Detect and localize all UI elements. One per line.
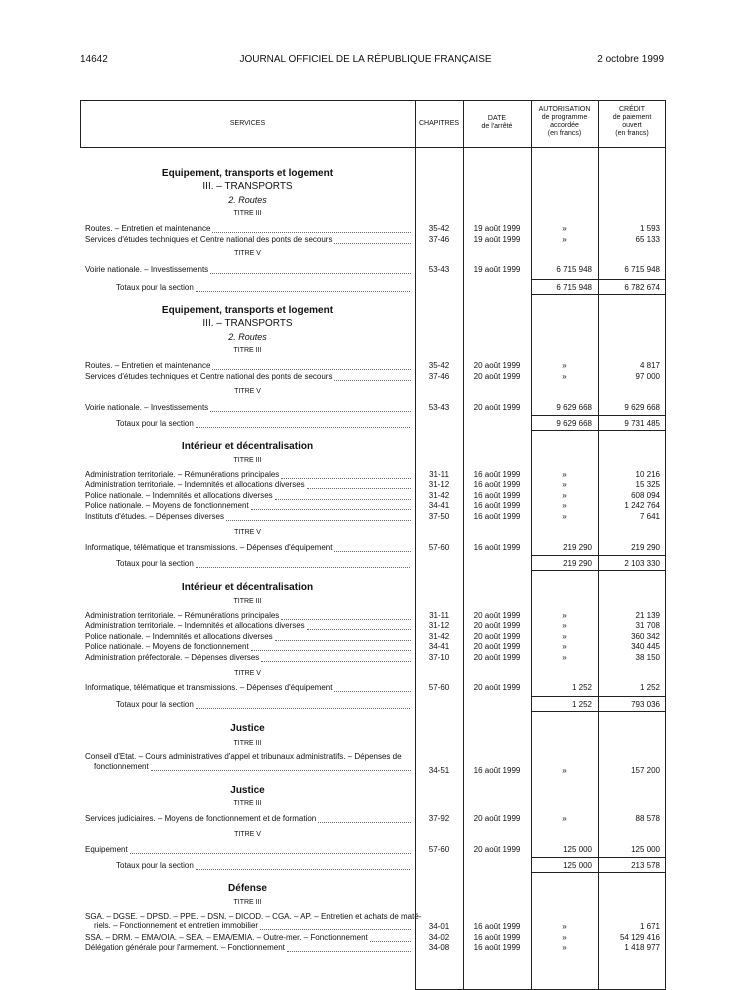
row-label: SGA. – DGSE. – DPSD. – PPE. – DSN. – DICOD. – CGA. – AP. – Entretien et achats de maté- [85, 912, 422, 921]
totals-bottom-rule [531, 294, 666, 295]
row-chapitre: 31-11 [429, 470, 449, 479]
row-label: Administration territoriale. – Indemnités et allocations diverses [85, 621, 305, 630]
leader-dots [196, 708, 410, 709]
leader-dots [212, 369, 411, 370]
row-label: Administration territoriale. – Rémunérations principales [85, 470, 280, 479]
row-label: Routes. – Entretien et maintenance [85, 224, 211, 233]
totals-label: Totaux pour la section [116, 559, 194, 568]
totals-label: Totaux pour la section [116, 861, 194, 870]
row-chapitre: 31-42 [428, 491, 450, 500]
row-autorisation: » [562, 922, 567, 931]
row-chapitre: 37-10 [428, 653, 450, 662]
column-header-credit: ouvert [622, 122, 642, 129]
section-title: Equipement, transports et logement [161, 168, 334, 179]
section-title: Equipement, transports et logement [161, 305, 334, 316]
row-chapitre: 37-46 [428, 372, 450, 381]
titre-heading: TITRE III [233, 598, 262, 605]
totals-label: Totaux pour la section [116, 283, 194, 292]
issue-date: 2 octobre 1999 [597, 54, 664, 65]
row-chapitre: 34-41 [428, 642, 450, 651]
row-autorisation: » [562, 501, 567, 510]
row-autorisation: » [562, 372, 567, 381]
titre-heading: TITRE V [234, 250, 261, 257]
row-chapitre: 35-42 [428, 361, 450, 370]
row-label: Voirie nationale. – Investissements [85, 265, 209, 274]
section-title: Intérieur et décentralisation [181, 441, 314, 452]
titre-heading: TITRE III [233, 899, 262, 906]
titre-heading: TITRE III [233, 800, 262, 807]
row-autorisation: » [562, 224, 567, 233]
row-credit: 54 129 416 [619, 933, 660, 942]
leader-dots [196, 427, 410, 428]
row-autorisation: » [562, 611, 567, 620]
row-credit: 360 342 [631, 632, 660, 641]
leader-dots [196, 291, 410, 292]
row-label: Services d'études techniques et Centre national des ponts de secours [85, 372, 333, 381]
header-bottom-rule [80, 147, 666, 148]
journal-title: JOURNAL OFFICIEL DE LA RÉPUBLIQUE FRANÇAISE [239, 54, 492, 65]
row-autorisation: » [562, 933, 567, 942]
row-credit: 21 139 [635, 611, 660, 620]
row-credit: 9 629 668 [624, 403, 660, 412]
row-date: 20 août 1999 [473, 632, 521, 641]
totals-top-rule [531, 279, 666, 280]
titre-heading: TITRE III [233, 740, 262, 747]
row-chapitre: 34-51 [428, 766, 450, 775]
leader-dots [275, 499, 411, 500]
leader-dots [210, 411, 411, 412]
row-credit: 97 000 [635, 372, 660, 381]
row-date: 20 août 1999 [473, 653, 521, 662]
row-label: Police nationale. – Indemnités et allocations diverses [85, 491, 273, 500]
leader-dots [307, 629, 411, 630]
titre-heading: TITRE V [234, 529, 261, 536]
row-label: Conseil d'Etat. – Cours administratives d'appel et tribunaux administratifs. – Dépenses de [85, 752, 402, 761]
row-autorisation: » [562, 470, 567, 479]
row-label: Voirie nationale. – Investissements [85, 403, 209, 412]
leader-dots [275, 640, 411, 641]
section-title: Justice [230, 723, 265, 734]
column-header-credit: de paiement [612, 114, 652, 121]
row-credit: 38 150 [635, 653, 660, 662]
row-label: Administration préfectorale. – Dépenses diverses [85, 653, 260, 662]
row-credit: 340 445 [631, 642, 660, 651]
row-credit: 1 418 977 [624, 943, 660, 952]
row-date: 16 août 1999 [473, 501, 521, 510]
row-chapitre: 35-42 [428, 224, 450, 233]
row-credit: 1 242 764 [624, 501, 660, 510]
row-chapitre: 37-92 [428, 814, 450, 823]
leader-dots [196, 869, 410, 870]
row-autorisation: » [562, 943, 567, 952]
titre-heading: TITRE III [233, 457, 262, 464]
row-chapitre: 34-08 [428, 943, 450, 952]
row-label: Police nationale. – Moyens de fonctionnement [85, 642, 249, 651]
row-autorisation: » [562, 632, 567, 641]
row-chapitre: 31-42 [428, 632, 450, 641]
totals-autorisation: 125 000 [563, 861, 592, 870]
row-chapitre: 31-12 [428, 621, 450, 630]
section-title: Intérieur et décentralisation [181, 582, 314, 593]
row-label-continued: riels. – Fonctionnement et entretien immobilier [94, 921, 259, 930]
row-date: 20 août 1999 [473, 403, 521, 412]
row-label: Services d'études techniques et Centre national des ponts de secours [85, 235, 333, 244]
row-date: 16 août 1999 [473, 480, 521, 489]
row-date: 16 août 1999 [473, 943, 521, 952]
row-autorisation: » [562, 361, 567, 370]
titre-heading: TITRE V [234, 831, 261, 838]
row-date: 16 août 1999 [473, 512, 521, 521]
row-chapitre: 53-43 [428, 403, 450, 412]
totals-top-rule [531, 555, 666, 556]
row-label: Délégation générale pour l'armement. – Fonctionnement [85, 943, 285, 952]
leader-dots [334, 691, 411, 692]
column-header-chapitres: CHAPITRES [418, 120, 460, 127]
row-date: 19 août 1999 [473, 224, 521, 233]
section-subtitle-2: 2. Routes [228, 332, 267, 342]
totals-autorisation: 1 252 [571, 700, 592, 709]
row-label: Police nationale. – Indemnités et allocations diverses [85, 632, 273, 641]
leader-dots [334, 243, 411, 244]
row-credit: 1 671 [639, 922, 660, 931]
leader-dots [370, 941, 411, 942]
totals-credit: 9 731 485 [624, 419, 660, 428]
column-header-autorisation: AUTORISATION [538, 106, 591, 113]
totals-top-rule [531, 857, 666, 858]
leader-dots [281, 619, 411, 620]
row-date: 16 août 1999 [473, 470, 521, 479]
row-autorisation: » [562, 653, 567, 662]
leader-dots [261, 661, 411, 662]
section-title: Défense [228, 883, 267, 894]
row-chapitre: 31-11 [429, 611, 449, 620]
table-top-border [80, 100, 666, 101]
column-header-services: SERVICES [229, 120, 266, 127]
leader-dots [281, 478, 411, 479]
leader-dots [260, 929, 411, 930]
titre-heading: TITRE V [234, 670, 261, 677]
row-autorisation: 6 715 948 [556, 265, 592, 274]
totals-autorisation: 6 715 948 [556, 283, 592, 292]
row-label: Administration territoriale. – Indemnités et allocations diverses [85, 480, 305, 489]
row-credit: 125 000 [631, 845, 660, 854]
row-label: Routes. – Entretien et maintenance [85, 361, 211, 370]
leader-dots [318, 822, 411, 823]
leader-dots [130, 853, 411, 854]
row-label: Informatique, télématique et transmissions. – Dépenses d'équipement [85, 543, 333, 552]
section-title: Justice [230, 785, 265, 796]
totals-credit: 213 578 [631, 861, 660, 870]
row-credit: 10 216 [635, 470, 660, 479]
column-header-credit: (en francs) [615, 130, 649, 137]
section-subtitle: III. – TRANSPORTS [202, 181, 293, 192]
row-label: Police nationale. – Moyens de fonctionnement [85, 501, 249, 510]
row-chapitre: 53-43 [428, 265, 450, 274]
row-date: 20 août 1999 [473, 361, 521, 370]
totals-autorisation: 9 629 668 [556, 419, 592, 428]
row-date: 20 août 1999 [473, 372, 521, 381]
row-credit: 1 593 [639, 224, 660, 233]
column-header-autorisation: de programme [541, 114, 588, 121]
section-subtitle: III. – TRANSPORTS [202, 318, 293, 329]
row-autorisation: » [562, 766, 567, 775]
credits-table [80, 100, 666, 990]
leader-dots [251, 509, 411, 510]
row-autorisation: 125 000 [563, 845, 592, 854]
row-date: 16 août 1999 [473, 543, 521, 552]
titre-heading: TITRE III [233, 347, 262, 354]
totals-top-rule [531, 696, 666, 697]
row-credit: 6 715 948 [624, 265, 660, 274]
row-autorisation: » [562, 491, 567, 500]
totals-bottom-rule [531, 711, 666, 712]
row-credit: 4 817 [639, 361, 660, 370]
row-date: 20 août 1999 [473, 621, 521, 630]
titre-heading: TITRE V [234, 388, 261, 395]
row-credit: 31 708 [635, 621, 660, 630]
row-date: 20 août 1999 [473, 611, 521, 620]
column-header-autorisation: accordée [550, 122, 579, 129]
leader-dots [151, 770, 411, 771]
row-credit: 88 578 [635, 814, 660, 823]
row-label-continued: fonctionnement [94, 762, 149, 771]
row-label: Informatique, télématique et transmissions. – Dépenses d'équipement [85, 683, 333, 692]
leader-dots [287, 951, 411, 952]
row-date: 19 août 1999 [473, 235, 521, 244]
row-label: Instituts d'études. – Dépenses diverses [85, 512, 224, 521]
row-chapitre: 34-01 [428, 922, 450, 931]
row-chapitre: 31-12 [428, 480, 450, 489]
totals-bottom-rule [531, 872, 666, 873]
leader-dots [196, 567, 410, 568]
leader-dots [334, 551, 411, 552]
row-chapitre: 34-41 [428, 501, 450, 510]
leader-dots [307, 488, 411, 489]
totals-bottom-rule [531, 570, 666, 571]
row-date: 16 août 1999 [473, 922, 521, 931]
row-credit: 65 133 [635, 235, 660, 244]
row-credit: 157 200 [631, 766, 660, 775]
row-credit: 219 290 [631, 543, 660, 552]
row-chapitre: 57-60 [428, 543, 450, 552]
totals-credit: 2 103 330 [624, 559, 660, 568]
page-number: 14642 [80, 54, 108, 65]
leader-dots [334, 380, 411, 381]
row-date: 16 août 1999 [473, 766, 521, 775]
column-header-credit: CRÉDIT [618, 106, 646, 113]
row-credit: 1 252 [639, 683, 660, 692]
row-label: Equipement [85, 845, 128, 854]
row-date: 19 août 1999 [473, 265, 521, 274]
titre-heading: TITRE III [233, 210, 262, 217]
row-date: 20 août 1999 [473, 683, 521, 692]
row-autorisation: 219 290 [563, 543, 592, 552]
row-autorisation: » [562, 512, 567, 521]
leader-dots [251, 650, 411, 651]
row-chapitre: 37-46 [428, 235, 450, 244]
row-date: 16 août 1999 [473, 933, 521, 942]
row-label: Administration territoriale. – Rémunérations principales [85, 611, 280, 620]
section-subtitle-2: 2. Routes [228, 195, 267, 205]
column-header-autorisation: (en francs) [547, 130, 582, 137]
row-chapitre: 57-60 [428, 683, 450, 692]
row-autorisation: » [562, 235, 567, 244]
totals-credit: 6 782 674 [624, 283, 660, 292]
row-credit: 7 641 [639, 512, 660, 521]
totals-credit: 793 036 [631, 700, 660, 709]
leader-dots [226, 520, 411, 521]
row-autorisation: 1 252 [571, 683, 592, 692]
leader-dots [210, 273, 411, 274]
row-chapitre: 57-60 [428, 845, 450, 854]
row-label: SSA. – DRM. – EMA/OIA. – SEA. – EMA/EMIA. – Outre-mer. – Fonctionnement [85, 933, 368, 942]
row-autorisation: » [562, 480, 567, 489]
row-autorisation: » [562, 621, 567, 630]
totals-autorisation: 219 290 [563, 559, 592, 568]
totals-top-rule [531, 415, 666, 416]
leader-dots [212, 232, 411, 233]
totals-label: Totaux pour la section [116, 419, 194, 428]
column-header-date-sub: de l'arrêté [481, 123, 513, 130]
row-autorisation: » [562, 642, 567, 651]
row-autorisation: » [562, 814, 567, 823]
totals-bottom-rule [531, 430, 666, 431]
row-date: 16 août 1999 [473, 491, 521, 500]
row-date: 20 août 1999 [473, 642, 521, 651]
row-chapitre: 34-02 [428, 933, 450, 942]
row-date: 20 août 1999 [473, 814, 521, 823]
row-date: 20 août 1999 [473, 845, 521, 854]
row-credit: 608 094 [631, 491, 660, 500]
totals-label: Totaux pour la section [116, 700, 194, 709]
row-credit: 15 325 [635, 480, 660, 489]
row-label: Services judiciaires. – Moyens de fonctionnement et de formation [85, 814, 317, 823]
row-chapitre: 37-50 [428, 512, 450, 521]
column-header-date: DATE [487, 115, 507, 122]
row-autorisation: 9 629 668 [556, 403, 592, 412]
